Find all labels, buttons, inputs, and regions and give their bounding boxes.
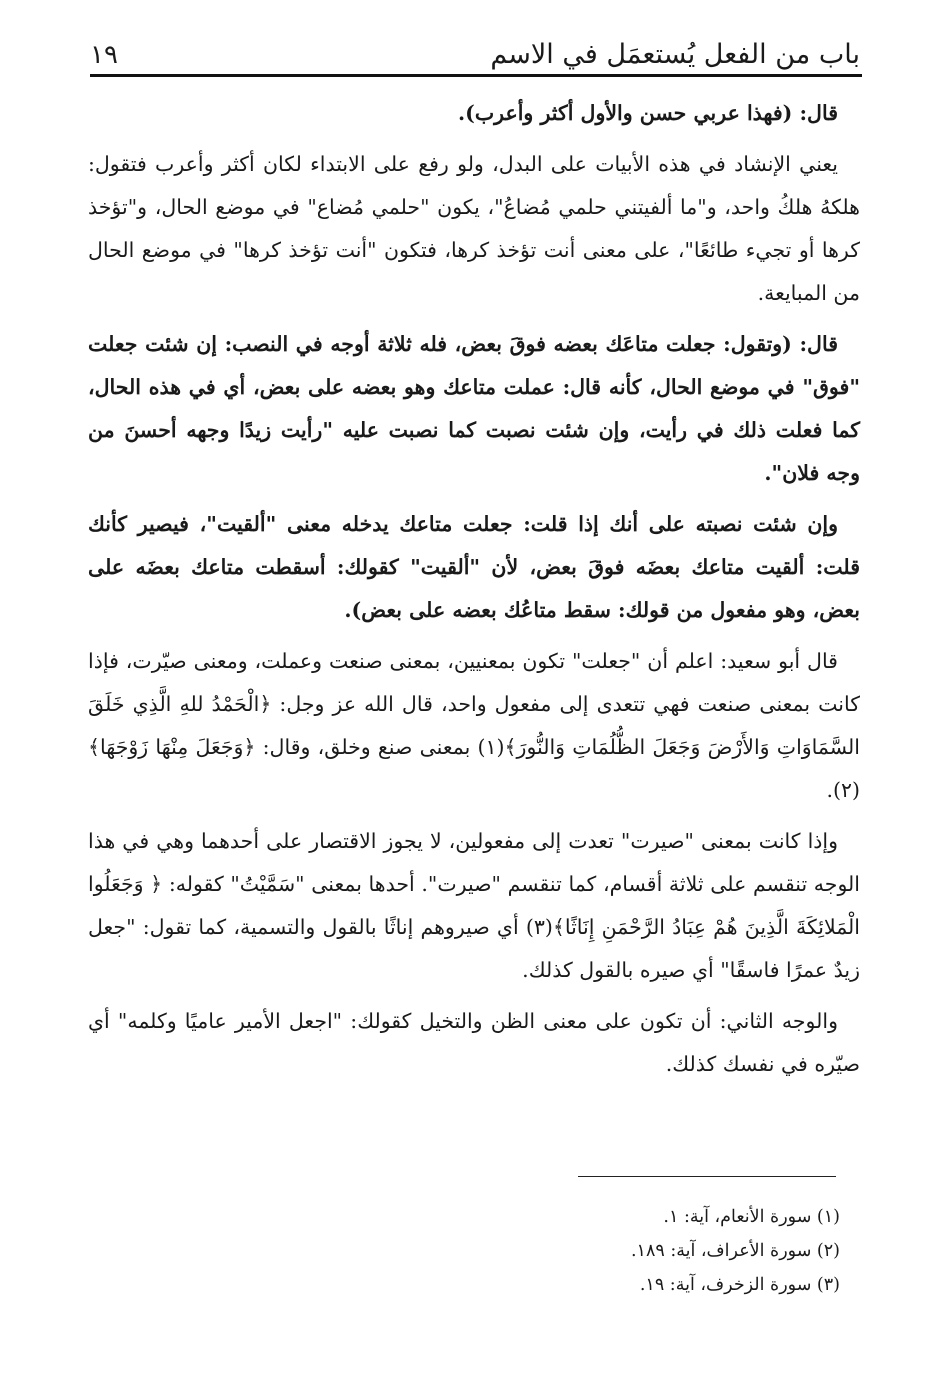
paragraph: قال: (وتقول: جعلت متاعَك بعضه فوقَ بعض، فله ثلاثة أوجه في النصب: إن شئت جعلت "فوق" في موضع الحال، كأنه قال: عملت متاعك وهو بعضه على بعض، أي في هذه الحال، كما فعلت ذلك في رأيت، وإن شئت نصبت كما نصبت عليه "رأيت زيدًا وجهه أحسنَ من وجه فلان". xyxy=(88,332,860,485)
page-number: ١٩ xyxy=(90,40,118,70)
paragraph: وإذا كانت بمعنى "صيرت" تعدت إلى مفعولين، لا يجوز الاقتصار على أحدهما وهي في هذا الوجه تنقسم على ثلاثة أقسام، كما تنقسم "صيرت". أحدها بمعنى "سَمَّيْتُ" كقوله: ﴿ وَجَعَلُوا الْمَلائِكَةَ الَّذِينَ هُمْ عِبَادُ الرَّحْمَنِ إِنَاثًا﴾(٣) أي صيروهم إناثًا بالقول والتسمية، كما تقول: "جعل زيدٌ عمرًا فاسقًا" أي صيره بالقول كذلك. xyxy=(88,829,860,982)
paragraph: وإن شئت نصبته على أنك إذا قلت: جعلت متاعك يدخله معنى "ألقيت"، فيصير كأنك قلت: ألقيت متاعك بعضَه فوقَ بعض، لأن "ألقيت" كقولك: أسقطت متاعك بعضَه على بعض، وهو مفعول من قولك: سقط متاعُك بعضه على بعض). xyxy=(88,512,860,622)
paragraph: قال: (فهذا عربي حسن والأول أكثر وأعرب). xyxy=(458,101,838,125)
page-header xyxy=(90,28,860,72)
chapter-title: باب من الفعل يُستعمَل في الاسم xyxy=(490,39,860,70)
paragraph: والوجه الثاني: أن تكون على معنى الظن والتخيل كقولك: "اجعل الأمير عاميًا وكلمه" أي صيّره في نفسك كذلك. xyxy=(88,1009,860,1076)
main-text xyxy=(88,92,860,1094)
header-divider xyxy=(90,74,862,77)
footnotes xyxy=(300,1200,840,1302)
paragraph: يعني الإنشاد في هذه الأبيات على البدل، ولو رفع على الابتداء لكان أكثر وأعرب فتقول: هلكهُ هلكُ واحد، و"ما ألفيتني حلمي مُضاعُ"، يكون "حلمي مُضاع" في موضع الحال، و"تؤخذ كرها أو تجيء طائعًا"، على معنى أنت تؤخذ كرها، فتكون "أنت تؤخذ كرها" في موضع الحال من المبايعة. xyxy=(88,152,860,305)
footnote: (١) سورة الأنعام، آية: ١. xyxy=(663,1207,840,1227)
footnote-divider xyxy=(578,1176,836,1177)
footnote: (٢) سورة الأعراف، آية: ١٨٩. xyxy=(630,1241,840,1261)
footnote: (٣) سورة الزخرف، آية: ١٩. xyxy=(639,1275,840,1295)
paragraph: قال أبو سعيد: اعلم أن "جعلت" تكون بمعنيين، بمعنى صنعت وعملت، ومعنى صيّرت، فإذا كانت بمعنى صنعت فهي تتعدى إلى مفعول واحد، قال الله عز وجل: ﴿الْحَمْدُ للهِ الَّذِي خَلَقَ السَّمَاوَاتِ وَالأَرْضَ وَجَعَلَ الظُّلُمَاتِ وَالنُّورَ﴾(١) بمعنى صنع وخلق، وقال: ﴿وَجَعَلَ مِنْهَا زَوْجَهَا﴾(٢). xyxy=(88,649,860,802)
